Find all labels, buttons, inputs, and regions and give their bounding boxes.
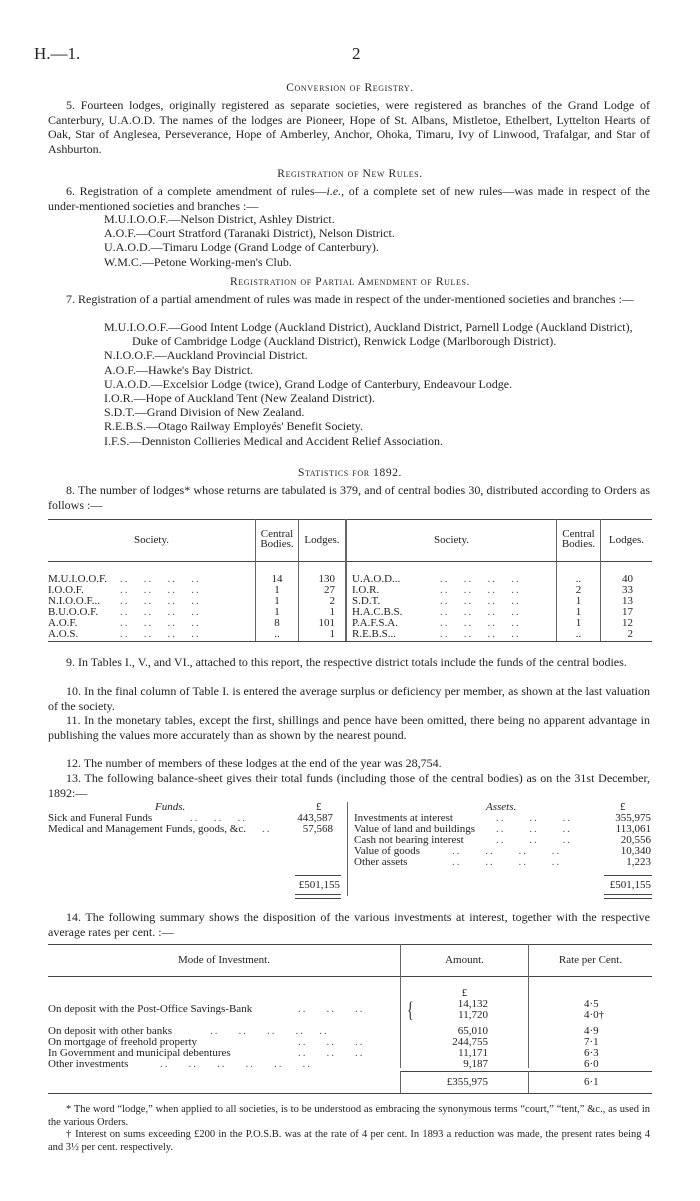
asset-amount: 113,061 bbox=[615, 823, 651, 835]
leader-dots: .. .. .. bbox=[298, 1036, 365, 1048]
list-item: N.I.O.O.F.—Auckland Provincial District. bbox=[104, 348, 308, 363]
heading-statistics-1892: Statistics for 1892. bbox=[297, 467, 403, 479]
society-name: I.O.R. bbox=[352, 584, 380, 596]
society-name: U.A.O.D... bbox=[352, 573, 401, 585]
leader-dots: .. .. .. .. bbox=[120, 628, 201, 640]
amount-currency: £ bbox=[461, 987, 468, 999]
table-divider bbox=[528, 1071, 529, 1093]
central-bodies-value: 8 bbox=[274, 617, 280, 629]
list-item: I.F.S.—Denniston Collieries Medical and Accident Relief Association. bbox=[104, 433, 443, 448]
leader-dots: .. .. .. .. bbox=[120, 573, 201, 585]
investment-amount: 9,187 bbox=[463, 1058, 488, 1070]
leader-dots: .. .. .. .. .. .. bbox=[160, 1058, 312, 1070]
central-bodies-value: 1 bbox=[274, 606, 280, 618]
footnote-interest: † Interest on sums exceeding £200 in the P.O.S.B. was at the rate of 4 per cent. In 1893 a reduction was made, the present rates being 4 and 3½ per cent. respectively. bbox=[48, 1129, 650, 1153]
society-name: N.I.O.O.F... bbox=[48, 595, 100, 607]
list-item: A.O.F.—Hawke's Bay District. bbox=[104, 362, 254, 377]
leader-dots: .. .. .. bbox=[496, 812, 572, 824]
leader-dots: .. .. .. bbox=[496, 834, 572, 846]
investment-mode: On deposit with the Post-Office Savings-Bank bbox=[48, 1003, 253, 1015]
column-header-mode: Mode of Investment. bbox=[178, 954, 270, 966]
leader-dots: .. .. .. .. bbox=[120, 606, 201, 618]
table-top-rule bbox=[48, 944, 652, 945]
central-bodies-value: 1 bbox=[274, 584, 280, 596]
asset-amount: 1,223 bbox=[626, 856, 651, 868]
table-divider bbox=[400, 1071, 401, 1093]
investment-amount: 65,010 bbox=[457, 1025, 488, 1037]
column-header-central-bodies: Central Bodies. bbox=[561, 528, 596, 550]
partial-amendment-list bbox=[104, 320, 652, 448]
society-name: P.A.F.S.A. bbox=[352, 617, 398, 629]
column-header-lodges: Lodges. bbox=[608, 534, 645, 546]
total-rule bbox=[400, 1071, 652, 1072]
table-header-rule bbox=[48, 976, 652, 977]
paragraph-6-text-b: of a complete set of new rules—was made in respect of the under-mentioned societies and branches :— bbox=[48, 184, 650, 213]
asset-amount: 355,975 bbox=[615, 812, 651, 824]
society-name: I.O.O.F. bbox=[48, 584, 84, 596]
assets-title: Assets. bbox=[486, 801, 517, 813]
paragraph-9: 9. In Tables I., V., and VI., attached to this report, the respective district totals include the funds of the central bodies. bbox=[66, 655, 627, 669]
central-bodies-value: .. bbox=[274, 628, 280, 640]
fund-label: Medical and Management Funds, goods, &c. bbox=[48, 823, 246, 835]
leader-dots: .. .. .. bbox=[190, 812, 247, 824]
investment-rate: 6·0 bbox=[584, 1058, 599, 1070]
leader-dots: .. .. .. .. bbox=[440, 595, 521, 607]
column-header-central-bodies: Central Bodies. bbox=[260, 528, 294, 550]
column-header-rate: Rate per Cent. bbox=[558, 954, 623, 966]
leader-dots: .. .. .. .. bbox=[120, 595, 201, 607]
lodges-value: 33 bbox=[622, 584, 633, 596]
column-header-amount: Amount. bbox=[445, 954, 484, 966]
leader-dots: .. bbox=[262, 823, 272, 835]
new-rules-list bbox=[104, 212, 652, 269]
brace-glyph: { bbox=[407, 997, 414, 1022]
lodges-value: 101 bbox=[318, 617, 335, 629]
investment-rate: 6·3 bbox=[584, 1047, 599, 1059]
society-name: A.O.S. bbox=[48, 628, 79, 640]
page-header bbox=[34, 44, 666, 66]
paragraph-6-emphasis: i.e., bbox=[326, 184, 345, 198]
society-name: M.U.I.O.O.F. bbox=[48, 573, 108, 585]
double-rule bbox=[295, 894, 341, 899]
lodges-value: 12 bbox=[622, 617, 633, 629]
assets-total: £501,155 bbox=[609, 879, 651, 891]
funds-title: Funds. bbox=[155, 801, 186, 813]
assets-currency: £ bbox=[620, 801, 626, 813]
document-reference: H.—1. bbox=[34, 44, 81, 63]
leader-dots: .. .. .. .. bbox=[440, 584, 521, 596]
society-name: S.D.T. bbox=[352, 595, 381, 607]
list-item: M.U.I.O.O.F.—Good Intent Lodge (Auckland District), Auckland District, Parnell Lodge (Auckland District), Duke of Cambridge Lodge (Auckland District), Renwick Lodge (Marlborough District). bbox=[104, 320, 633, 349]
paragraph-6 bbox=[48, 184, 650, 213]
fund-amount: 443,587 bbox=[297, 812, 333, 824]
fund-amount: 57,568 bbox=[302, 823, 333, 835]
paragraph-13: 13. The following balance-sheet gives their total funds (including those of the central bodies) as on the 31st December, 1892:— bbox=[48, 771, 650, 800]
heading-partial-amendment: Registration of Partial Amendment of Rules. bbox=[230, 276, 470, 288]
list-item: A.O.F.—Court Stratford (Taranaki District), Nelson District. bbox=[104, 226, 395, 241]
paragraph-12: 12. The number of members of these lodges at the end of the year was 28,754. bbox=[66, 756, 442, 770]
paragraph-10: 10. In the final column of Table I. is entered the average surplus or deficiency per member, as shown at the last valuation of the society. bbox=[48, 684, 650, 713]
paragraph-7: 7. Registration of a partial amendment of rules was made in respect of the under-mentioned societies and branches :— bbox=[66, 292, 634, 306]
central-bodies-value: 1 bbox=[575, 595, 582, 607]
society-name: R.E.B.S... bbox=[352, 628, 397, 640]
list-item: I.O.R.—Hope of Auckland Tent (New Zealand District). bbox=[104, 391, 375, 406]
leader-dots: .. .. .. .. bbox=[120, 584, 201, 596]
heading-conversion-of-registry: Conversion of Registry. bbox=[286, 82, 414, 94]
list-item: S.D.T.—Grand Division of New Zealand. bbox=[104, 405, 305, 420]
paragraph-11: 11. In the monetary tables, except the first, shillings and pence have been omitted, there being no apparent advantage in publishing the values more accurately than as shown by the nearest pound. bbox=[48, 713, 650, 742]
paragraph-5: 5. Fourteen lodges, originally registered as separate societies, were registered as branches of the Grand Lodge of Canterbury, U.A.O.D. The names of the lodges are Pioneer, Hope of St. Albans, Mistletoe, Ethelbert, Lyttelton Hearts of Oak, Star of Anglesea, Perseverance, Hope of Amberley, Anchor, Ohoka, Timaru, Ivy of Linwood, Trafalgar, and Star of Ashburton. bbox=[48, 98, 650, 156]
lodges-value: 17 bbox=[622, 606, 633, 618]
central-bodies-value: 2 bbox=[575, 584, 582, 596]
society-name: H.A.C.B.S. bbox=[352, 606, 403, 618]
lodges-value: 2 bbox=[329, 595, 335, 607]
column-header-society: Society. bbox=[433, 534, 470, 546]
investment-amount: 11,720 bbox=[458, 1009, 488, 1021]
table-bottom-rule bbox=[48, 641, 652, 642]
lodges-value: 27 bbox=[324, 584, 335, 596]
leader-dots: .. .. .. .. bbox=[120, 617, 201, 629]
leader-dots: .. .. .. bbox=[496, 823, 572, 835]
heading-registration-new-rules: Registration of New Rules. bbox=[277, 168, 423, 180]
list-item: U.A.O.D.—Timaru Lodge (Grand Lodge of Canterbury). bbox=[104, 240, 379, 255]
list-item: M.U.I.O.O.F.—Nelson District, Ashley District. bbox=[104, 212, 335, 226]
society-name: A.O.F. bbox=[48, 617, 78, 629]
leader-dots: .. .. .. .. bbox=[452, 845, 562, 857]
asset-label: Other assets bbox=[354, 856, 408, 868]
paragraph-6-text-a: 6. Registration of a complete amendment of rules— bbox=[66, 184, 327, 198]
investment-amount: 14,132 bbox=[457, 998, 488, 1010]
funds-currency: £ bbox=[316, 801, 322, 813]
lodges-value: 130 bbox=[318, 573, 335, 585]
investments-total-amount: £355,975 bbox=[446, 1076, 488, 1088]
list-item: W.M.C.—Petone Working-men's Club. bbox=[104, 254, 292, 269]
footnote-lodge: * The word “lodge,” when applied to all societies, is to be understood as embracing the synonymous terms “court,” “tent,” &c., as used in the various Orders. bbox=[48, 1104, 650, 1128]
paragraph-14: 14. The following summary shows the disposition of the various investments at interest, together with the respective average rates per cent. :— bbox=[48, 910, 650, 939]
leader-dots: .. .. .. .. bbox=[440, 573, 521, 585]
total-rule bbox=[295, 875, 341, 876]
central-bodies-value: 14 bbox=[271, 573, 283, 585]
investment-rate: 4·5 bbox=[584, 998, 599, 1010]
leader-dots: .. .. .. .. bbox=[440, 628, 521, 640]
page-number: 2 bbox=[352, 44, 361, 63]
investment-amount: 244,755 bbox=[452, 1036, 488, 1048]
central-bodies-value: 1 bbox=[575, 617, 582, 629]
investments-total-rate: 6·1 bbox=[584, 1076, 599, 1088]
society-name: B.U.O.O.F. bbox=[48, 606, 99, 618]
lodges-value: 2 bbox=[627, 628, 633, 640]
asset-label: Value of goods bbox=[354, 845, 420, 857]
central-bodies-value: 1 bbox=[575, 606, 582, 618]
lodges-value: 1 bbox=[329, 606, 335, 618]
investment-mode: In Government and municipal debentures bbox=[48, 1047, 231, 1059]
list-item: R.E.B.S.—Otago Railway Employés' Benefit Society. bbox=[104, 419, 364, 434]
central-bodies-value: .. bbox=[575, 628, 582, 640]
table-header-rule bbox=[48, 561, 652, 562]
paragraph-8: 8. The number of lodges* whose returns are tabulated is 379, and of central bodies 30, distributed according to Orders as follows :— bbox=[48, 483, 650, 512]
table-bottom-rule bbox=[48, 1093, 652, 1094]
table-row bbox=[48, 629, 78, 640]
central-bodies-value: 1 bbox=[274, 595, 280, 607]
lodges-value: 13 bbox=[622, 595, 633, 607]
asset-label: Cash not bearing interest bbox=[354, 834, 464, 846]
investment-rate: 7·1 bbox=[584, 1036, 599, 1048]
balance-divider bbox=[347, 802, 348, 896]
investment-amount: 11,171 bbox=[458, 1047, 488, 1059]
asset-amount: 20,556 bbox=[620, 834, 651, 846]
asset-label: Value of land and buildings bbox=[354, 823, 475, 835]
leader-dots: .. .. .. .. bbox=[440, 617, 521, 629]
funds-total: £501,155 bbox=[298, 879, 340, 891]
column-header-lodges: Lodges. bbox=[304, 534, 340, 546]
asset-amount: 10,340 bbox=[620, 845, 651, 857]
central-bodies-value: .. bbox=[575, 573, 582, 585]
investment-rate: 4·9 bbox=[584, 1025, 599, 1037]
leader-dots: .. .. .. .. bbox=[440, 606, 521, 618]
investment-mode: On deposit with other banks bbox=[48, 1025, 173, 1037]
table-top-rule bbox=[48, 519, 652, 520]
list-item: U.A.O.D.—Excelsior Lodge (twice), Grand Lodge of Canterbury, Endeavour Lodge. bbox=[104, 376, 513, 391]
investment-rate: 4·0† bbox=[584, 1009, 605, 1021]
lodges-value: 40 bbox=[622, 573, 633, 585]
leader-dots: .. .. .. bbox=[298, 1003, 365, 1015]
double-rule bbox=[604, 894, 652, 899]
leader-dots: .. .. .. .. .. bbox=[210, 1025, 329, 1037]
fund-label: Sick and Funeral Funds bbox=[48, 812, 153, 824]
column-header-society: Society. bbox=[133, 534, 170, 546]
asset-label: Investments at interest bbox=[354, 812, 453, 824]
investment-mode: Other investments bbox=[48, 1058, 129, 1070]
leader-dots: .. .. .. .. bbox=[452, 856, 562, 868]
leader-dots: .. .. .. bbox=[298, 1047, 365, 1059]
total-rule bbox=[604, 875, 652, 876]
lodges-value: 1 bbox=[329, 628, 335, 640]
investment-mode: On mortgage of freehold property bbox=[48, 1036, 198, 1048]
